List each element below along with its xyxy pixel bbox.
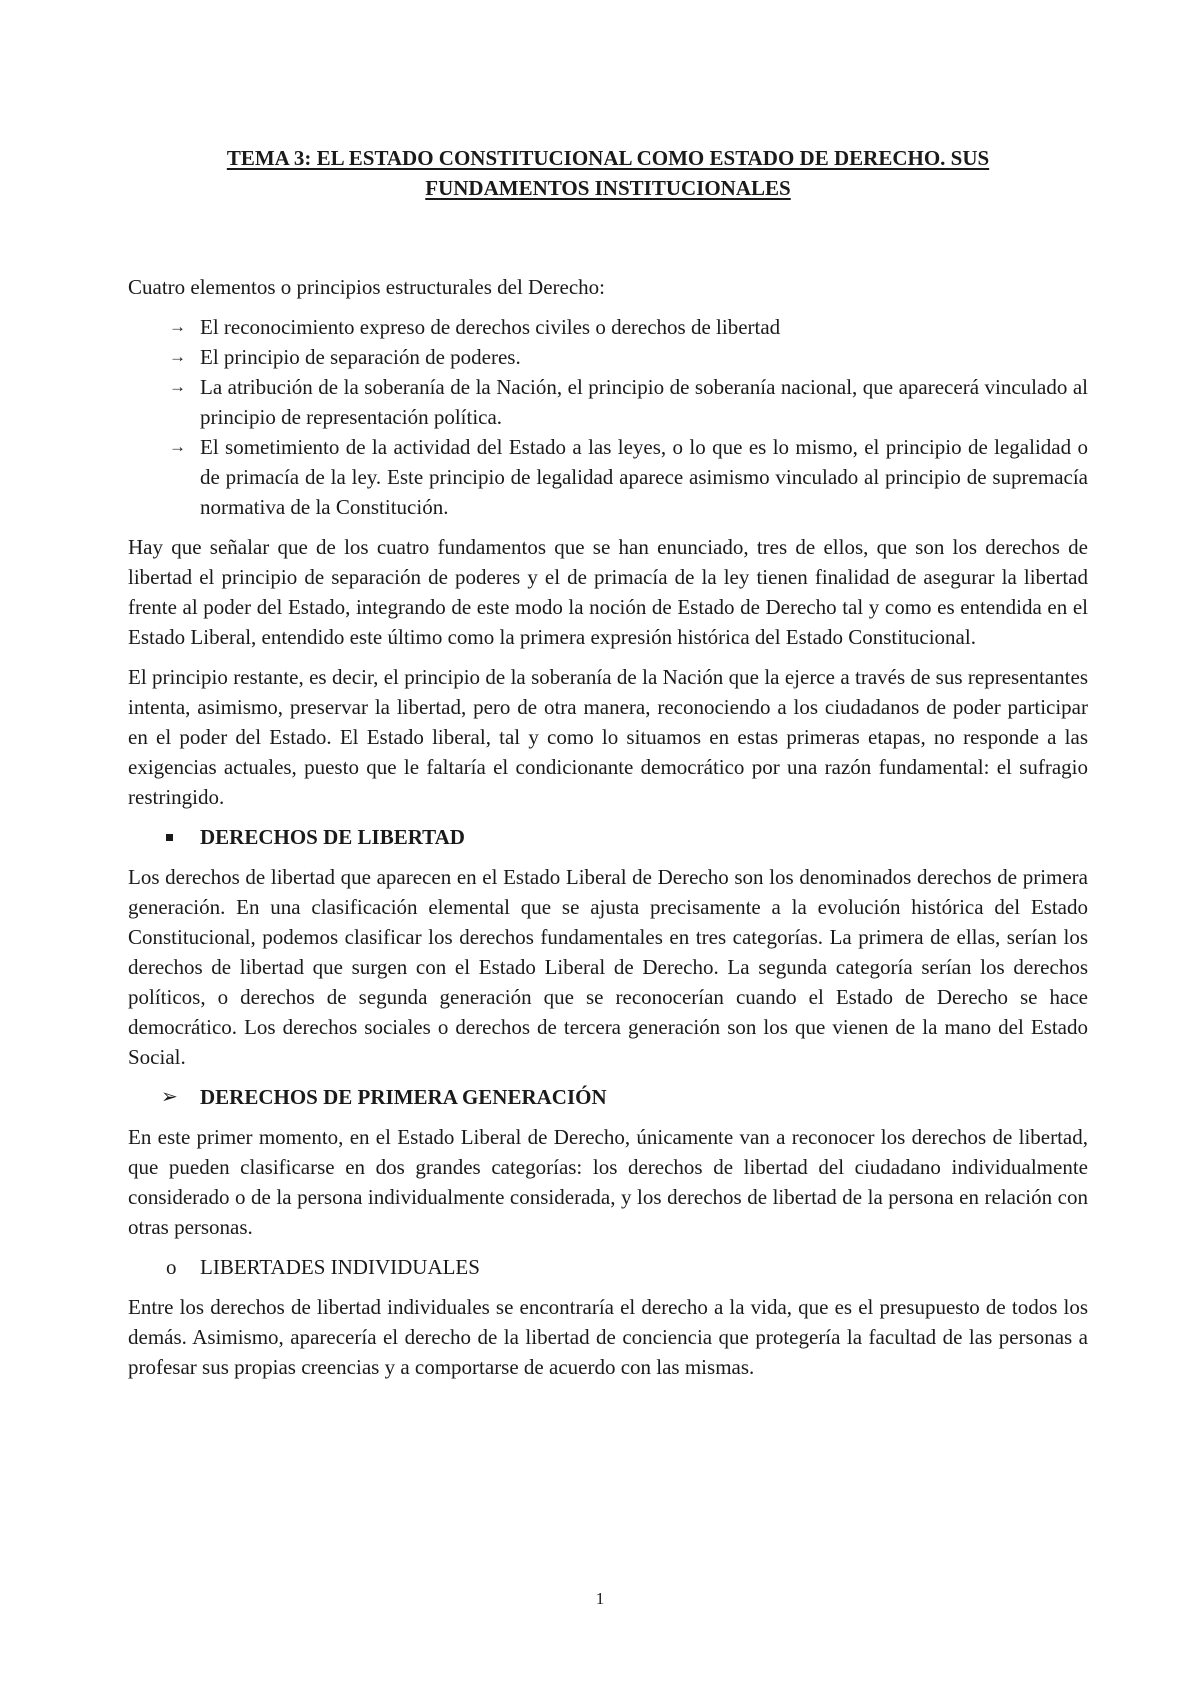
arrow-icon: → bbox=[169, 347, 186, 366]
principles-list bbox=[128, 312, 1088, 522]
list-item-text: El sometimiento de la actividad del Estado a las leyes, o lo que es lo mismo, el principio de legalidad o de primacía de la ley. Este principio de legalidad aparece asimismo vinculado al principio de supremacía normativa de la Constitución. bbox=[200, 435, 1088, 519]
list-item bbox=[128, 312, 1088, 342]
subsection-heading-text: LIBERTADES INDIVIDUALES bbox=[200, 1255, 480, 1279]
arrowhead-bullet-icon: ➢ bbox=[161, 1086, 178, 1108]
intro-text: Cuatro elementos o principios estructurales del Derecho: bbox=[128, 275, 606, 299]
paragraph-4: En este primer momento, en el Estado Liberal de Derecho, únicamente van a reconocer los derechos de libertad, que pueden clasificarse en dos grandes categorías: los derechos de libertad del ciudadano individualmente considerado o de la persona individualmente considerada, y los derechos de libertad de la persona en relación con otras personas. bbox=[128, 1125, 1088, 1239]
paragraph-1: Hay que señalar que de los cuatro fundamentos que se han enunciado, tres de ellos, que son los derechos de libertad el principio de separación de poderes y el de primacía de la ley tienen finalidad de asegurar la libertad frente al poder del Estado, integrando de este modo la noción de Estado de Derecho tal y como es entendida en el Estado Liberal, entendido este último como la primera expresión histórica del Estado Constitucional. bbox=[128, 535, 1088, 649]
section-heading-text: DERECHOS DE LIBERTAD bbox=[200, 825, 465, 849]
list-item-text: El reconocimiento expreso de derechos civiles o derechos de libertad bbox=[200, 315, 781, 339]
square-bullet-icon bbox=[166, 834, 173, 841]
arrow-icon: → bbox=[169, 437, 186, 456]
section-heading-primera-generacion bbox=[128, 1082, 1088, 1112]
list-item bbox=[128, 432, 1088, 522]
document-title bbox=[128, 143, 1088, 203]
title-line-2: FUNDAMENTOS INSTITUCIONALES bbox=[425, 176, 791, 200]
paragraph-5: Entre los derechos de libertad individuales se encontraría el derecho a la vida, que es el presupuesto de todos los demás. Asimismo, aparecería el derecho de la libertad de conciencia que protegería la facultad de las personas a profesar sus propias creencias y a comportarse de acuerdo con las mismas. bbox=[128, 1295, 1088, 1379]
page-number: 1 bbox=[595, 1589, 605, 1608]
arrow-icon: → bbox=[169, 377, 186, 396]
list-item bbox=[128, 372, 1088, 432]
title-line-1: TEMA 3: EL ESTADO CONSTITUCIONAL COMO ESTADO DE DERECHO. SUS bbox=[226, 146, 990, 170]
list-item-text: La atribución de la soberanía de la Nación, el principio de soberanía nacional, que aparecerá vinculado al principio de representación política. bbox=[200, 375, 1088, 429]
section-heading-libertad bbox=[128, 822, 1088, 852]
circle-bullet-icon: o bbox=[166, 1255, 177, 1279]
list-item-text: El principio de separación de poderes. bbox=[200, 345, 521, 369]
paragraph-3: Los derechos de libertad que aparecen en el Estado Liberal de Derecho son los denominados derechos de primera generación. En una clasificación elemental que se ajusta precisamente a la evolución histórica del Estado Constitucional, podemos clasificar los derechos fundamentales en tres categorías. La primera de ellas, serían los derechos de libertad que surgen con el Estado Liberal de Derecho. La segunda categoría serían los derechos políticos, o derechos de segunda generación que se reconocerían cuando el Estado de Derecho se hace democrático. Los derechos sociales o derechos de tercera generación son los que vienen de la mano del Estado Social. bbox=[128, 865, 1088, 1069]
arrow-icon: → bbox=[169, 317, 186, 336]
section-heading-text: DERECHOS DE PRIMERA GENERACIÓN bbox=[200, 1085, 607, 1109]
page-content bbox=[128, 143, 1088, 1392]
list-item bbox=[128, 342, 1088, 372]
subsection-heading-libertades bbox=[128, 1252, 1088, 1282]
paragraph-2: El principio restante, es decir, el principio de la soberanía de la Nación que la ejerce a través de sus representantes intenta, asimismo, preservar la libertad, pero de otra manera, reconociendo a los ciudadanos de poder participar en el poder del Estado. El Estado liberal, tal y como lo situamos en estas primeras etapas, no responde a las exigencias actuales, puesto que le faltaría el condicionante democrático por una razón fundamental: el sufragio restringido. bbox=[128, 665, 1088, 809]
